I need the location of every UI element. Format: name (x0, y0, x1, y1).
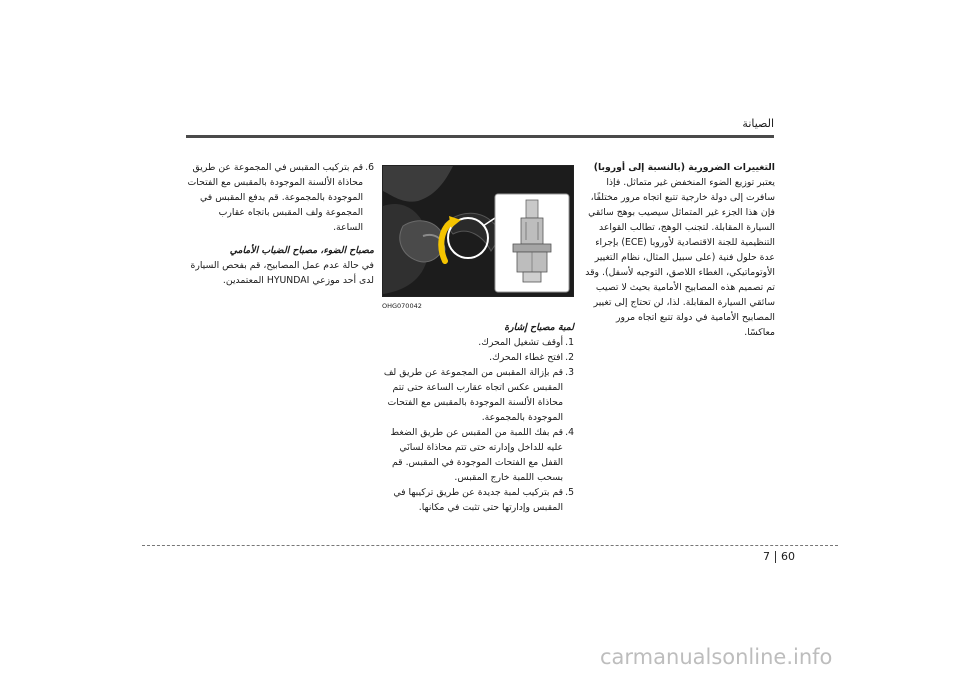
step-item (382, 335, 574, 350)
step-number: 5. (565, 487, 574, 498)
step-number: 1. (565, 337, 574, 348)
fog-lamp-paragraph: في حالة عدم عمل المصابيح، قم بفحص السيارة لدى أحد موزعي HYUNDAI المعتمدين. (190, 260, 374, 286)
step-text: قم بفك اللمبة من المقبس عن طريق الضغط عليه للداخل وإدارته حتى تتم محاذاة لسانَي القفل مع الفتحات الموجودة في المقبس. قم بسحب اللمبة خارج المقبس. (390, 427, 564, 483)
page-number-value: 60 (781, 550, 795, 563)
figure-code: OHG070042 (382, 302, 422, 310)
section-heading-signal-bulb: لمبة مصباح إشارة (504, 322, 574, 333)
step-text: قم بتركيب المقبس في المجموعة عن طريق محاذاة الألسنة الموجودة بالمقبس مع الفتحات الموجودة بالمجموعة. قم بدفع المقبس في المجموعة ولف المقبس باتجاه عقارب الساعة. (187, 162, 364, 233)
bulb-socket-illustration (383, 166, 573, 296)
footer-rule (142, 545, 838, 546)
step-text: افتح غطاء المحرك. (489, 352, 564, 363)
step-item (382, 485, 574, 515)
right-column (585, 160, 775, 340)
step-text: قم بإزالة المقبس من المجموعة عن طريق لف المقبس عكس اتجاه عقارب الساعة حتى تتم محاذاة الألسنة الموجودة بالمقبس مع الفتحات الموجودة بالمجموعة. (383, 367, 564, 423)
step-number: 3. (565, 367, 574, 378)
left-column (186, 160, 374, 288)
section-heading-adjustments: التغييرات الضرورية (بالنسبة إلى أوروبا) (593, 162, 775, 173)
bulb-socket-figure (382, 165, 574, 297)
header-rule (186, 135, 774, 138)
section-heading-fog-lamp: مصباح الضوء، مصباح الضباب الأمامي (229, 245, 374, 256)
page-header-title: الصيانة (742, 117, 774, 130)
adjustments-paragraph: يعتبر توزيع الضوء المنخفض غير متماثل. فإذا سافرت إلى دولة خارجية تتبع اتجاه مرور مختلفًا، فإن هذا الجزء غير المتماثل سيصيب بوهج سائقي السيارة المقابلة. لتجنب الوهج، تطالب القواعد التنظيمية للجنة الاقتصادية لأوروبا (ECE) بإجراء عدة حلول فنية (على سبيل المثال، نظام التغيير الأوتوماتيكي، الغطاء اللاصق، التوجيه لأسفل). وقد تم تصميم هذه المصابيح الأمامية بحيث لا تصيب سائقي السيارة المقابلة. لذا، لن تحتاج إلى تغيير المصابيح الأمامية في دولة تتبع اتجاه مرور معاكسًا. (585, 177, 775, 338)
step-item (382, 350, 574, 365)
middle-column (382, 165, 574, 515)
page-separator (775, 551, 776, 563)
watermark: carmanualsonline.info (600, 645, 833, 669)
step-item (382, 365, 574, 425)
step-number: 6. (365, 162, 374, 173)
chapter-number: 7 (763, 550, 770, 563)
step-item (186, 160, 374, 235)
step-number: 2. (565, 352, 574, 363)
step-text: أوقف تشغيل المحرك. (478, 337, 564, 348)
page-number (763, 550, 795, 563)
step-number: 4. (565, 427, 574, 438)
step-item (382, 425, 574, 485)
step-text: قم بتركيب لمبة جديدة عن طريق تركيبها في المقبس وإدارتها حتى تثبت في مكانها. (393, 487, 564, 513)
